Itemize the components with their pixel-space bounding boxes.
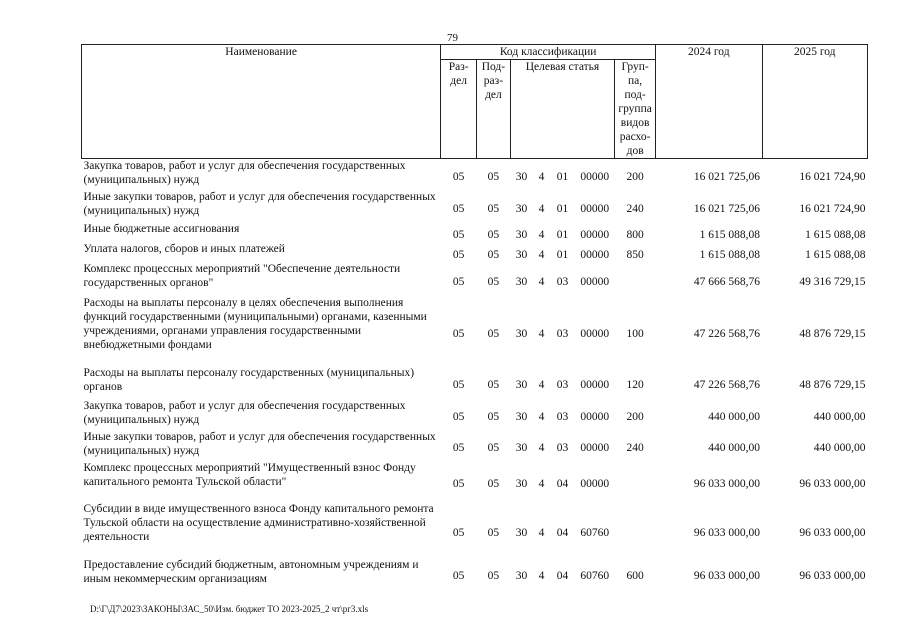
row-target-type: 4 (538, 442, 545, 454)
row-amount-2025: 1 615 088,08 (805, 228, 866, 241)
table-row (82, 430, 868, 461)
row-section: 05 (452, 327, 465, 340)
row-subsection: 05 (487, 327, 500, 340)
table-row (82, 502, 868, 558)
row-section: 05 (452, 379, 465, 391)
row-target-type: 4 (538, 171, 545, 184)
row-expense-group: 850 (626, 248, 644, 261)
row-target-program: 30 (515, 228, 528, 241)
row-target-direction: 00000 (580, 379, 610, 391)
row-section: 05 (452, 570, 465, 582)
row-expense-group: 240 (626, 442, 644, 454)
row-expense-group: 100 (626, 327, 644, 340)
row-target-type: 4 (538, 570, 545, 582)
row-target-direction: 00000 (580, 275, 610, 288)
row-amount-2025: 48 876 729,15 (799, 379, 866, 391)
row-name: Расходы на выплаты персоналу государственных (муниципальных) органов (83, 366, 415, 393)
header-code-group: Код классификации (441, 45, 656, 60)
row-section: 05 (452, 248, 465, 261)
table-row (82, 366, 868, 399)
row-amount-2025: 16 021 724,90 (799, 171, 866, 184)
row-target-complex: 04 (556, 526, 569, 539)
header-year-2025-cont (762, 60, 868, 159)
budget-table (81, 44, 868, 589)
row-subsection: 05 (487, 379, 500, 391)
row-target-direction: 00000 (580, 327, 610, 340)
row-target-program: 30 (515, 202, 528, 215)
row-target-complex: 04 (556, 478, 569, 490)
row-amount-2024: 96 033 000,00 (693, 570, 760, 582)
row-target-direction: 00000 (580, 411, 610, 423)
row-target-complex: 01 (556, 248, 569, 261)
header-year-2024: 2024 год (656, 45, 762, 60)
row-target-complex: 01 (556, 228, 569, 241)
row-amount-2024: 96 033 000,00 (693, 478, 760, 490)
row-amount-2025: 16 021 724,90 (799, 202, 866, 215)
row-target-direction: 60760 (580, 526, 610, 539)
page-number: 79 (447, 32, 458, 44)
row-subsection: 05 (487, 275, 500, 288)
row-target-program: 30 (515, 248, 528, 261)
row-target-program: 30 (515, 526, 528, 539)
row-section: 05 (452, 275, 465, 288)
row-subsection: 05 (487, 526, 500, 539)
row-name: Предоставление субсидий бюджетным, автономным учреждениям и иным некоммерческим организациям (83, 558, 419, 585)
row-name: Закупка товаров, работ и услуг для обеспечения государственных (муниципальных) нужд (83, 399, 406, 426)
row-amount-2025: 96 033 000,00 (799, 570, 866, 582)
row-name: Иные бюджетные ассигнования (83, 222, 240, 235)
row-amount-2025: 440 000,00 (813, 411, 866, 423)
header-expense-group: Груп- па, под- группа видов расхо- дов (615, 60, 656, 159)
row-target-type: 4 (538, 478, 545, 490)
row-target-program: 30 (515, 327, 528, 340)
row-name: Закупка товаров, работ и услуг для обеспечения государственных (муниципальных) нужд (83, 160, 406, 186)
row-target-program: 30 (515, 442, 528, 454)
row-target-complex: 03 (556, 411, 569, 423)
row-name: Иные закупки товаров, работ и услуг для обеспечения государственных (муниципальных) нужд (83, 430, 436, 457)
row-section: 05 (452, 411, 465, 423)
row-target-direction: 00000 (580, 228, 610, 241)
row-target-complex: 01 (556, 202, 569, 215)
header-target-article: Целевая статья (510, 60, 614, 159)
row-expense-group: 800 (626, 228, 644, 241)
row-expense-group: 200 (626, 171, 644, 184)
row-amount-2025: 1 615 088,08 (805, 248, 866, 261)
table-row (82, 399, 868, 430)
table-row (82, 159, 868, 190)
row-amount-2025: 48 876 729,15 (799, 327, 866, 340)
row-target-complex: 03 (556, 275, 569, 288)
row-target-direction: 00000 (580, 171, 610, 184)
row-amount-2024: 440 000,00 (708, 442, 760, 454)
row-name: Субсидии в виде имущественного взноса Фонду капитального ремонта Тульской области на осуществление административно-хозяйственной деятельности (83, 502, 434, 543)
row-expense-group: 200 (626, 411, 644, 423)
row-target-type: 4 (538, 379, 545, 391)
row-expense-group: 240 (626, 202, 644, 215)
row-target-type: 4 (538, 526, 545, 539)
header-subsection: Под- раз- дел (477, 60, 511, 159)
table-row (82, 262, 868, 296)
row-name: Уплата налогов, сборов и иных платежей (83, 242, 285, 255)
row-subsection: 05 (487, 442, 500, 454)
row-target-direction: 00000 (580, 478, 610, 490)
header-name-cont (82, 60, 441, 159)
row-target-direction: 00000 (580, 202, 610, 215)
table-row (82, 296, 868, 366)
row-target-type: 4 (538, 411, 545, 423)
header-year-2025: 2025 год (762, 45, 868, 60)
row-amount-2025: 96 033 000,00 (799, 478, 866, 490)
row-target-program: 30 (515, 171, 528, 184)
table-row (82, 190, 868, 222)
row-target-direction: 60760 (580, 570, 610, 582)
row-amount-2024: 16 021 725,06 (693, 171, 760, 184)
row-section: 05 (452, 171, 465, 184)
row-section: 05 (452, 228, 465, 241)
row-subsection: 05 (487, 171, 500, 184)
row-target-program: 30 (515, 478, 528, 490)
row-amount-2024: 1 615 088,08 (699, 228, 760, 241)
row-amount-2024: 47 666 568,76 (693, 275, 760, 288)
row-amount-2024: 1 615 088,08 (699, 248, 760, 261)
row-expense-group (615, 461, 656, 502)
row-amount-2025: 96 033 000,00 (799, 526, 866, 539)
row-target-complex: 01 (556, 171, 569, 184)
header-name: Наименование (82, 45, 441, 60)
row-expense-group: 600 (626, 570, 644, 582)
row-name: Иные закупки товаров, работ и услуг для обеспечения государственных (муниципальных) нужд (83, 190, 436, 217)
row-amount-2024: 96 033 000,00 (693, 526, 760, 539)
row-section: 05 (452, 526, 465, 539)
row-target-program: 30 (515, 379, 528, 391)
row-target-type: 4 (538, 275, 545, 288)
row-name: Расходы на выплаты персоналу в целях обеспечения выполнения функций государственными (муниципальными) органами, казенными учреждениями, органами управления государственными внебюджетными фондами (83, 296, 427, 351)
table-row (82, 461, 868, 502)
row-subsection: 05 (487, 411, 500, 423)
row-subsection: 05 (487, 228, 500, 241)
row-target-complex: 03 (556, 379, 569, 391)
row-amount-2025: 440 000,00 (813, 442, 866, 454)
table-row (82, 558, 868, 589)
row-subsection: 05 (487, 248, 500, 261)
row-amount-2024: 16 021 725,06 (693, 202, 760, 215)
row-name: Комплекс процессных мероприятий "Обеспечение деятельности государственных органов" (83, 262, 401, 289)
file-path-footer: D:\Г\Д7\2023\ЗАКОНЫ\ЗАС_50\Изм. бюджет ТО 2023-2025_2 чт\рг3.xls (90, 604, 369, 614)
row-amount-2024: 47 226 568,76 (693, 327, 760, 340)
row-expense-group (615, 502, 656, 558)
row-name: Комплекс процессных мероприятий "Имущественный взнос Фонду капитального ремонта Тульской области" (83, 461, 416, 488)
row-target-complex: 04 (556, 570, 569, 582)
row-section: 05 (452, 202, 465, 215)
row-subsection: 05 (487, 570, 500, 582)
row-target-type: 4 (538, 327, 545, 340)
row-target-direction: 00000 (580, 248, 610, 261)
row-section: 05 (452, 478, 465, 490)
row-target-program: 30 (515, 570, 528, 582)
row-section: 05 (452, 442, 465, 454)
header-section: Раз- дел (441, 60, 477, 159)
row-amount-2024: 440 000,00 (708, 411, 760, 423)
header-year-2024-cont (656, 60, 762, 159)
row-amount-2024: 47 226 568,76 (693, 379, 760, 391)
row-subsection: 05 (487, 202, 500, 215)
row-target-type: 4 (538, 228, 545, 241)
row-target-program: 30 (515, 411, 528, 423)
row-target-type: 4 (538, 248, 545, 261)
table-row (82, 222, 868, 242)
row-expense-group (615, 262, 656, 296)
table-row (82, 242, 868, 262)
row-expense-group: 120 (626, 379, 644, 391)
row-target-complex: 03 (556, 442, 569, 454)
row-target-program: 30 (515, 275, 528, 288)
row-target-type: 4 (538, 202, 545, 215)
row-subsection: 05 (487, 478, 500, 490)
row-target-direction: 00000 (580, 442, 610, 454)
row-amount-2025: 49 316 729,15 (799, 275, 866, 288)
row-target-complex: 03 (556, 327, 569, 340)
